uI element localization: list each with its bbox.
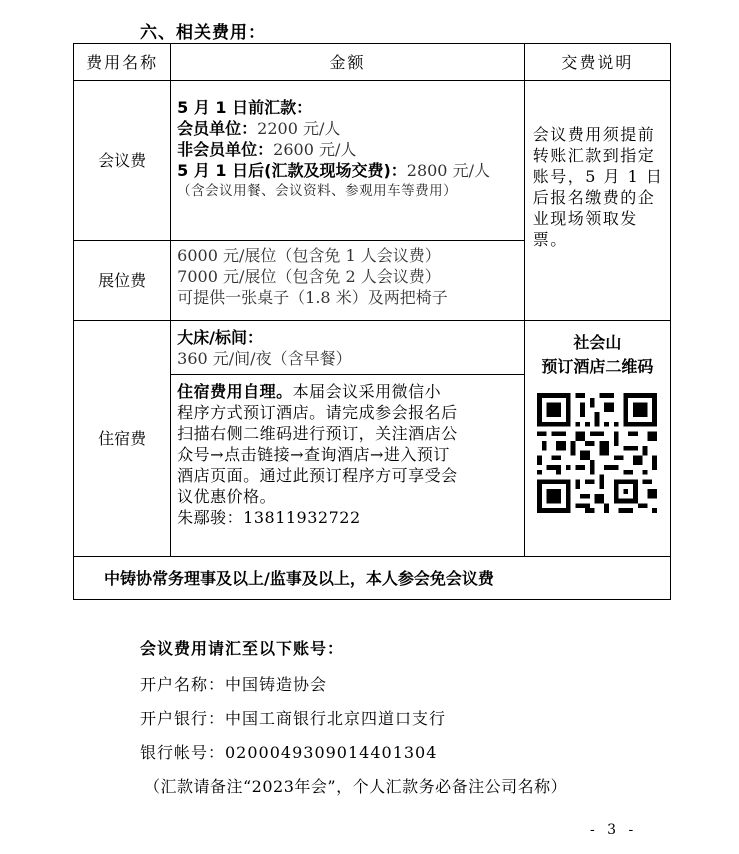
header-amount: 金额 bbox=[171, 44, 525, 81]
booking-text-3: 扫描右侧二维码进行预订，关注酒店公 bbox=[177, 424, 458, 443]
lodging-line-1 bbox=[177, 381, 520, 402]
table-header-row bbox=[74, 44, 671, 81]
nonmember-price-line bbox=[177, 139, 520, 160]
meeting-fee-amount bbox=[171, 81, 525, 241]
lodging-room-price bbox=[171, 321, 525, 375]
account-bank: 开户银行：中国工商银行北京四道口支行 bbox=[140, 709, 447, 728]
booth-fee-label: 展位费 bbox=[74, 241, 171, 321]
account-name: 开户名称：中国铸造协会 bbox=[140, 675, 328, 694]
header-fee-name: 费用名称 bbox=[74, 44, 171, 81]
section-title: 六、相关费用： bbox=[140, 23, 266, 43]
hotel-qr-cell bbox=[524, 321, 670, 557]
nonmember-value: 2600 元/人 bbox=[273, 140, 357, 159]
free-fee-row bbox=[74, 557, 671, 600]
account-number: 银行帐号：0200049309014401304 bbox=[140, 743, 438, 762]
free-fee-note: 中铸协常务理事及以上/监事及以上，本人参会免会议费 bbox=[74, 557, 671, 600]
lodging-room-row bbox=[74, 321, 671, 375]
before-deadline-title: 5 月 1 日前汇款： bbox=[177, 98, 313, 117]
booth-option-2: 7000 元/展位（包含免 2 人会议费） bbox=[177, 267, 441, 286]
room-price: 360 元/间/夜（含早餐） bbox=[177, 349, 352, 368]
account-remark: （汇款请备注“2023年会”，个人汇款务必备注公司名称） bbox=[144, 777, 568, 796]
payment-note bbox=[524, 81, 670, 321]
room-type: 大床/标间： bbox=[177, 328, 264, 347]
self-pay-note: 住宿费用自理。 bbox=[177, 382, 293, 401]
lodging-booking-details bbox=[171, 375, 525, 557]
booth-fee-amount bbox=[171, 241, 525, 321]
account-title: 会议费用请汇至以下账号： bbox=[140, 639, 345, 658]
meeting-fee-includes: （含会议用餐、会议资料、参观用车等费用） bbox=[177, 183, 458, 199]
header-payment-note: 交费说明 bbox=[524, 44, 670, 81]
member-value: 2200 元/人 bbox=[257, 119, 341, 138]
after-value: 2800 元/人 bbox=[406, 161, 490, 180]
lodging-fee-label: 住宿费 bbox=[74, 321, 171, 557]
fee-table bbox=[73, 43, 671, 600]
hotel-booking-qr-code[interactable] bbox=[537, 393, 657, 513]
after-deadline-line bbox=[177, 160, 520, 181]
booth-option-1: 6000 元/展位（包含免 1 人会议费） bbox=[177, 246, 441, 265]
booking-text-6: 议优惠价格。 bbox=[177, 487, 277, 506]
qr-title-line2: 预订酒店二维码 bbox=[541, 357, 654, 376]
member-price-line bbox=[177, 118, 520, 139]
payment-note-text: 会议费用须提前转账汇款到指定账号，5 月 1 日后报名缴费的企业现场领取发票。 bbox=[532, 125, 664, 249]
booking-text-5: 酒店页面。通过此预订程序方可享受会 bbox=[177, 466, 458, 485]
page-number: - 3 - bbox=[590, 822, 638, 838]
nonmember-label: 非会员单位： bbox=[177, 140, 274, 159]
member-label: 会员单位： bbox=[177, 119, 258, 138]
meeting-fee-label: 会议费 bbox=[74, 81, 171, 241]
booking-text-2: 程序方式预订酒店。请完成参会报名后 bbox=[177, 403, 458, 422]
qr-title-line1: 社会山 bbox=[573, 333, 622, 352]
meeting-fee-row bbox=[74, 81, 671, 241]
booking-text-4: 众号→点击链接→查询酒店→进入预订 bbox=[177, 445, 450, 464]
contact-phone: 朱鄢骏：13811932722 bbox=[177, 508, 361, 527]
booking-text-1: 本届会议采用微信小 bbox=[292, 382, 442, 401]
booth-furniture: 可提供一张桌子（1.8 米）及两把椅子 bbox=[177, 288, 448, 307]
after-label: 5 月 1 日后(汇款及现场交费)： bbox=[177, 161, 407, 180]
